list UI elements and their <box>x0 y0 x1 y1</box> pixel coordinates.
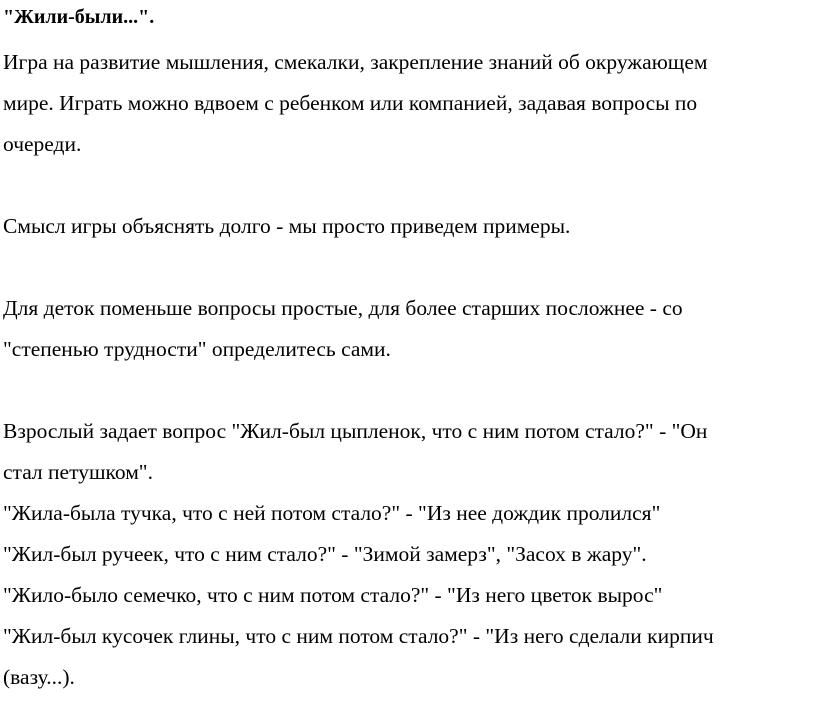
paragraph-spacer <box>3 165 813 206</box>
text-line: мире. Играть можно вдвоем с ребенком или компанией, задавая вопросы по <box>3 91 698 115</box>
examples-paragraph <box>3 411 813 698</box>
text-line: "Жил-был кусочек глины, что с ним потом стало?" - "Из него сделали кирпич <box>3 624 714 648</box>
text-line: "степенью трудности" определитесь сами. <box>3 337 391 361</box>
text-line: (вазу...). <box>3 665 75 689</box>
text-line: "Жила-была тучка, что с ней потом стало?" - "Из нее дождик пролился" <box>3 501 661 525</box>
text-line: "Жил-был ручеек, что с ним стало?" - "Зимой замерз", "Засох в жару". <box>3 542 647 566</box>
text-line: "Жило-было семечко, что с ним потом стало?" - "Из него цветок вырос" <box>3 583 663 607</box>
document-title: "Жили-были...". <box>3 6 155 28</box>
paragraph-spacer <box>3 247 813 288</box>
text-line: очереди. <box>3 132 82 156</box>
difficulty-paragraph <box>3 288 813 370</box>
text-line: Для деток поменьше вопросы простые, для более старших посложнее - со <box>3 296 683 320</box>
intro-paragraph <box>3 42 813 165</box>
explain-paragraph: Смысл игры объяснять долго - мы просто приведем примеры. <box>3 214 571 238</box>
text-line: Игра на развитие мышления, смекалки, закрепление знаний об окружающем <box>3 50 708 74</box>
text-line: стал петушком". <box>3 460 153 484</box>
document-page <box>3 0 813 698</box>
paragraph-spacer <box>3 370 813 411</box>
text-line: Взрослый задает вопрос "Жил-был цыпленок, что с ним потом стало?" - "Он <box>3 419 708 443</box>
